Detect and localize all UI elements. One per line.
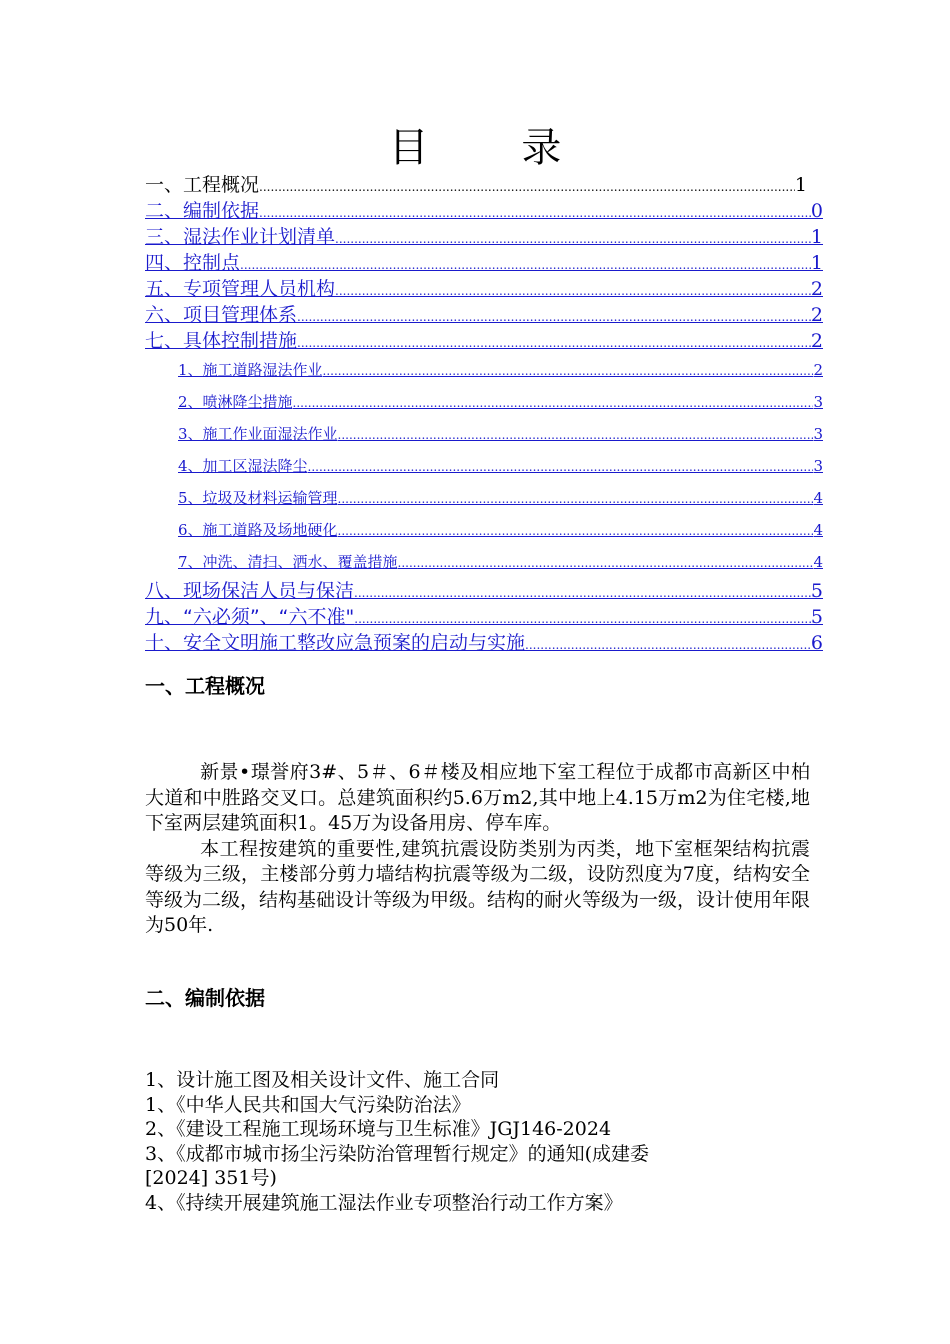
toc-page-number: 5 [810,580,823,602]
toc-page-number: 5 [810,606,823,628]
toc-leader-dots [354,580,811,604]
toc-page-number: 1 [810,252,823,274]
overview-paragraph-1: 新景•璟誉府3#、5＃、6＃楼及相应地下室工程位于成都市高新区中柏大道和中胜路交叉口。总建筑面积约5.6万m2,其中地上4.15万m2为住宅楼,地下室两层建筑面积1。45万为设备用房、停车库。 [145,761,810,834]
toc-page-number: 4 [813,521,823,539]
toc-entry[interactable] [145,328,823,354]
toc-page-number: 4 [813,489,823,507]
toc-entry-label: 五、专项管理人员机构 [145,278,336,300]
toc-page-number: 3 [813,393,823,411]
basis-item: [2024] 351号) [145,1167,277,1189]
toc-entry-label: 2、喷淋降尘措施 [178,393,293,411]
toc-entry-label: 一、工程概况 [145,174,260,196]
toc-entry-label: 九、“六必须”、“六不准" [145,606,355,628]
toc-entry[interactable] [145,418,823,450]
toc-entry[interactable] [145,514,823,546]
toc-leader-dots [338,515,814,546]
toc-leader-dots [293,387,814,418]
basis-list [145,1068,810,1215]
toc-leader-dots [398,547,814,578]
toc-title: 目 录 [388,125,602,171]
toc-entry-label: 七、具体控制措施 [145,330,298,352]
toc-entry-label: 三、湿法作业计划清单 [145,226,336,248]
basis-item: 4、《持续开展建筑施工湿法作业专项整治行动工作方案》 [145,1191,623,1214]
toc-leader-dots [338,483,814,514]
toc-leader-dots [525,632,811,656]
table-of-contents [145,172,823,656]
toc-leader-dots [323,355,814,386]
toc-entry-label: 八、现场保洁人员与保洁 [145,580,355,602]
toc-entry[interactable] [145,630,823,656]
toc-entry[interactable] [145,276,823,302]
toc-entry[interactable] [145,354,823,386]
toc-leader-dots [335,226,811,250]
toc-entry[interactable] [145,198,823,224]
toc-page-number: 2 [810,330,823,352]
overview-body [145,760,810,939]
toc-entry-label: 4、加工区湿法降尘 [178,457,308,475]
toc-leader-dots [259,200,811,224]
toc-leader-dots [297,304,811,328]
toc-entry[interactable] [145,578,823,604]
toc-page-number: 2 [813,361,823,379]
toc-page-number: 1 [794,174,807,196]
toc-entry-label: 十、安全文明施工整改应急预案的启动与实施 [145,632,526,654]
toc-entry-label: 二、编制依据 [145,200,260,222]
toc-entry[interactable] [145,450,823,482]
toc-entry[interactable] [145,386,823,418]
toc-leader-dots [338,419,814,450]
toc-entry-label: 四、控制点 [145,252,241,274]
toc-page-number: 3 [813,425,823,443]
basis-item: 1、设计施工图及相关设计文件、施工合同 [145,1069,500,1091]
toc-page-number: 1 [810,226,823,248]
toc-leader-dots [308,451,814,482]
section-heading-basis: 二、编制依据 [145,986,265,1010]
toc-entry-label: 7、冲洗、清扫、洒水、覆盖措施 [178,553,398,571]
basis-item: 2、《建设工程施工现场环境与卫生标准》JGJ146-2024 [145,1118,612,1140]
basis-item: 3、《成都市城市扬尘污染防治管理暂行规定》的通知(成建委 [145,1142,650,1165]
basis-item: 1、《中华人民共和国大气污染防治法》 [145,1093,471,1116]
toc-page-number: 2 [810,278,823,300]
toc-leader-dots [335,278,811,302]
toc-entry-label: 六、项目管理体系 [145,304,298,326]
toc-entry-label: 6、施工道路及场地硬化 [178,521,338,539]
toc-page-number: 6 [810,632,823,654]
section-heading-overview: 一、工程概况 [145,674,265,698]
toc-page-number: 4 [813,553,823,571]
toc-page-number: 2 [810,304,823,326]
toc-entry-label: 1、施工道路湿法作业 [178,361,323,379]
toc-leader-dots [297,330,811,354]
toc-entry [145,172,807,198]
toc-leader-dots [354,606,811,630]
toc-entry[interactable] [145,224,823,250]
toc-page-number: 3 [813,457,823,475]
toc-entry[interactable] [145,546,823,578]
overview-paragraph-2: 本工程按建筑的重要性,建筑抗震设防类别为丙类，地下室框架结构抗震等级为三级，主楼部分剪力墙结构抗震等级为二级，设防烈度为7度，结构安全等级为二级，结构基础设计等级为甲级。结构的耐火等级为一级，设计使用年限为50年. [145,837,811,936]
toc-entry[interactable] [145,250,823,276]
toc-entry-label: 3、施工作业面湿法作业 [178,425,338,443]
toc-leader-dots [240,252,811,276]
toc-page-number: 0 [810,200,823,222]
toc-entry-label: 5、垃圾及材料运输管理 [178,489,338,507]
toc-entry[interactable] [145,482,823,514]
toc-entry[interactable] [145,302,823,328]
toc-leader-dots [259,174,795,198]
toc-entry[interactable] [145,604,823,630]
